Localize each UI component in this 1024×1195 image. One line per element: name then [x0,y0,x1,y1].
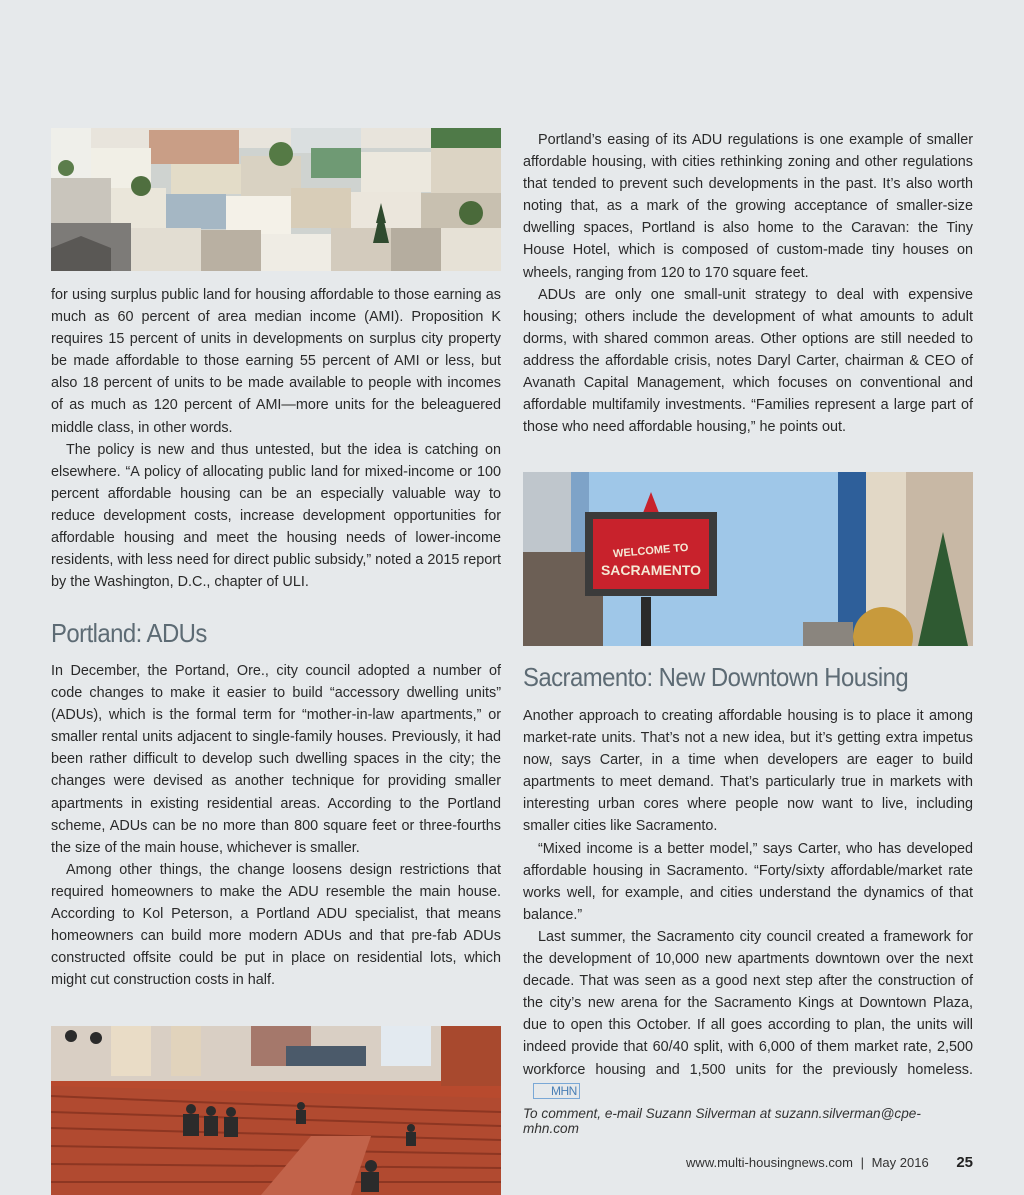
sacramento-heading: Sacramento: New Downtown Housing [523,662,909,692]
footer-separator: | [860,1155,864,1170]
right-column-top [523,129,973,438]
left-para-3: In December, the Portand, Ore., city council adopted a number of code changes to make it easier to build “accessory dwelling units” (ADUs), which is the formal term for “mother-in-law apartments,” or smaller rental units adjacent to single-family houses. Previously, it had been rather difficult to develop such dwelling spaces in the city; the changes were devised as another technique for providing smaller apartments in existing residential areas. According to the Portland scheme, ADUs can be no more than 800 square feet or three-fourths the size of the main house, whichever is smaller. [51,663,501,856]
left-para-1: for using surplus public land for housing affordable to those earning as much as 60 percent of area median income (AMI). Proposition K requires 15 percent of units in developments on surplus city property be made affordable to those earning 55 percent of AMI or less, but also 18 percent of units to be made available to people with incomes of as much as 120 percent of AMI—more units for the beleaguered middle class, in other words. [51,287,501,436]
right-para-1: Portland’s easing of its ADU regulations is one example of smaller affordable housing, with cities rethinking zoning and other regulations that tended to prevent such developments in the past. It’s also worth noting that, as a mark of the growing acceptance of smaller-size dwelling spaces, Portland is also home to the Caravan: the Tiny House Hotel, which is composed of custom-made tiny houses on wheels, ranging from 120 to 170 square feet. [523,132,973,281]
page-footer [686,1154,973,1171]
hillside-houses-photo [51,128,501,271]
right-para-3: Another approach to creating affordable housing is to place it among market-rate units. That’s not a new idea, but it’s getting extra impetus now, says Carter, in a time when developers are eager to build apartments to meet demand. That’s particularly true in markets with interesting urban cores where people now want to live, including smaller cities like Sacramento. [523,708,973,835]
left-column-portland [51,618,501,649]
comment-line: To comment, e-mail Suzann Silverman at suzann.silverman@cpe-mhn.com [523,1106,921,1136]
right-column-bottom [523,705,973,1103]
left-column-bottom [51,660,501,991]
left-para-4: Among other things, the change loosens design restrictions that required homeowners to make the ADU resemble the main house. According to Kol Peterson, a Portland ADU specialist, that means homeowners can build more modern ADUs and that pre-fab ADUs constructed offsite could be put in place on residential lots, which might cut construction costs in half. [51,861,501,989]
right-para-4: “Mixed income is a better model,” says Carter, who has developed affordable housing in Sacramento. “Forty/sixty affordable/market rate works well, for example, and cities understand the dynamics of that balance.” [523,840,973,923]
brick-plaza-photo [51,1026,501,1195]
portland-heading: Portland: ADUs [51,618,207,648]
footer-url: www.multi-housingnews.com [686,1155,853,1170]
mhn-end-mark: MHN [533,1083,580,1099]
left-column-top [51,284,501,593]
left-para-2: The policy is new and thus untested, but the idea is catching on elsewhere. “A policy of allocating public land for mixed-income or 100 percent affordable housing can be an especially valuable way to reduce development costs, increase development opportunities for affordable housing and meet the housing needs of lower-income residents, with less need for direct public subsidy,” noted a 2015 report by the Washington, D.C., chapter of ULI. [51,441,501,591]
right-para-5-text: Last summer, the Sacramento city council created a framework for the development of 10,000 new apartments downtown over the next decade. That was seen as a good next step after the construction of the city’s new arena for the Sacramento Kings at Downtown Plaza, due to open this October. If all goes according to plan, the units will indeed provide that 60/40 split, with 6,000 of them market rate, 2,500 workforce housing and 1,500 units for the previously homeless. [523,928,973,1078]
right-column-sacramento [523,662,973,693]
right-para-5 [523,926,973,1103]
sign-line2: SACRAMENTO [600,562,702,578]
right-para-2: ADUs are only one small-unit strategy to deal with expensive housing; others include the development of what amounts to adult dorms, with shared common areas. Other options are still needed to address the affordable crisis, notes Daryl Carter, chairman & CEO of Avanath Capital Management, which focuses on conventional and affordable multifamily investments. “Families represent a large part of those who need affordable housing,” he points out. [523,286,973,436]
page-number: 25 [956,1154,973,1171]
sacramento-sign-photo [523,472,973,646]
footer-date: May 2016 [871,1155,929,1170]
sign-line1: WELCOME TO [612,541,689,561]
